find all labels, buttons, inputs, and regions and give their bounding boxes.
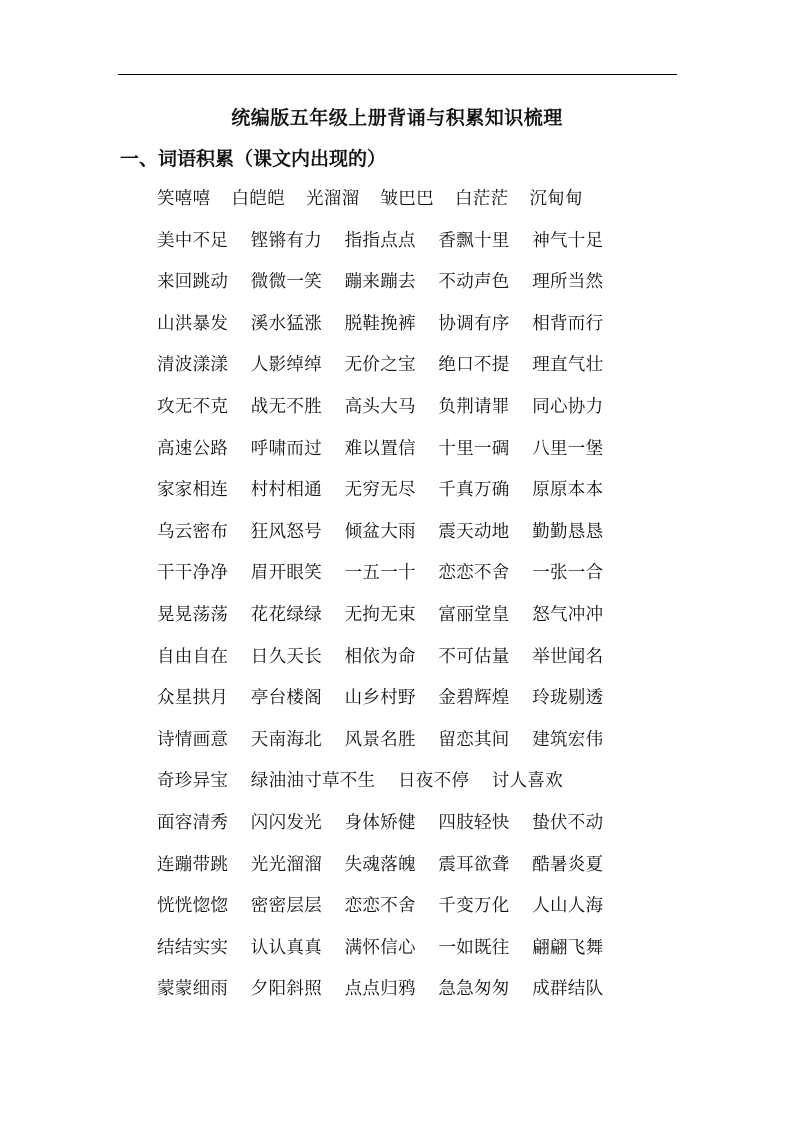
vocabulary-word: 清波漾漾 [157,355,229,376]
vocabulary-word: 乌云密布 [157,521,229,542]
vocabulary-word: 奇珍异宝 [157,771,229,792]
vocabulary-word: 失魂落魄 [344,854,416,875]
vocabulary-word: 相背而行 [532,313,604,334]
word-row [157,477,627,519]
vocabulary-word: 绿油油 [250,771,305,792]
vocabulary-word: 成群结队 [532,979,604,1000]
word-row [157,893,627,935]
vocabulary-word: 连蹦带跳 [157,854,229,875]
vocabulary-word: 蛰伏不动 [532,812,604,833]
vocabulary-word: 呼啸而过 [250,438,322,459]
vocabulary-word: 山洪暴发 [157,313,229,334]
word-row [157,852,627,894]
vocabulary-word: 眉开眼笑 [250,563,322,584]
vocabulary-word: 一如既往 [438,937,510,958]
vocabulary-word: 满怀信心 [344,937,416,958]
vocabulary-word: 同心协力 [532,396,604,417]
vocabulary-word: 玲珑剔透 [532,688,604,709]
vocabulary-word: 一张一合 [532,563,604,584]
vocabulary-word: 四肢轻快 [438,812,510,833]
word-list [157,186,627,1018]
vocabulary-word: 美中不足 [157,230,229,251]
vocabulary-word: 村村相通 [250,480,322,501]
vocabulary-word: 干干净净 [157,563,229,584]
vocabulary-word: 面容清秀 [157,812,229,833]
vocabulary-word: 沉甸甸 [529,189,583,209]
vocabulary-word: 金碧辉煌 [438,688,510,709]
vocabulary-word: 日夜不停 [398,771,470,792]
vocabulary-word: 举世闻名 [532,646,604,667]
vocabulary-word: 相依为命 [344,646,416,667]
word-row [157,352,627,394]
vocabulary-word: 亭台楼阁 [250,688,322,709]
vocabulary-word: 人影绰绰 [250,355,322,376]
vocabulary-word: 讨人喜欢 [491,771,563,792]
vocabulary-word: 溪水猛涨 [250,313,322,334]
vocabulary-word: 家家相连 [157,480,229,501]
vocabulary-word: 皱巴巴 [380,189,434,209]
vocabulary-word: 众星拱月 [157,688,229,709]
vocabulary-word: 寸草不生 [304,771,376,792]
vocabulary-word: 认认真真 [250,937,322,958]
word-row [157,228,627,270]
vocabulary-word: 恍恍惚惚 [157,896,229,917]
word-row [157,519,627,561]
vocabulary-word: 无价之宝 [344,355,416,376]
word-row [157,311,627,353]
vocabulary-word: 攻无不克 [157,396,229,417]
vocabulary-word: 怒气冲冲 [532,604,604,625]
vocabulary-word: 指指点点 [344,230,416,251]
vocabulary-word: 富丽堂皇 [438,604,510,625]
vocabulary-word: 结结实实 [157,937,229,958]
vocabulary-word: 不可估量 [438,646,510,667]
vocabulary-word: 勤勤恳恳 [532,521,604,542]
vocabulary-word: 来回跳动 [157,272,229,293]
vocabulary-word: 理直气壮 [532,355,604,376]
vocabulary-word: 风景名胜 [344,729,416,750]
vocabulary-word: 无穷无尽 [344,480,416,501]
vocabulary-word: 天南海北 [250,729,322,750]
vocabulary-word: 狂风怒号 [250,521,322,542]
vocabulary-word: 神气十足 [532,230,604,251]
vocabulary-word: 闪闪发光 [250,812,322,833]
vocabulary-word: 高头大马 [344,396,416,417]
vocabulary-word: 不动声色 [438,272,510,293]
vocabulary-word: 花花绿绿 [250,604,322,625]
vocabulary-word: 夕阳斜照 [250,979,322,1000]
vocabulary-word: 千真万确 [438,480,510,501]
word-row [157,602,627,644]
vocabulary-word: 酷暑炎夏 [532,854,604,875]
vocabulary-word: 急急匆匆 [438,979,510,1000]
word-row [157,436,627,478]
vocabulary-word: 原原本本 [532,480,604,501]
vocabulary-word: 白茫茫 [455,189,509,209]
word-row [157,560,627,602]
vocabulary-word: 白皑皑 [231,189,285,209]
vocabulary-word: 建筑宏伟 [532,729,604,750]
vocabulary-word: 日久天长 [250,646,322,667]
vocabulary-word: 难以置信 [344,438,416,459]
word-row [157,727,627,769]
vocabulary-word: 恋恋不舍 [438,563,510,584]
vocabulary-word: 战无不胜 [250,396,322,417]
word-row [157,269,627,311]
vocabulary-word: 密密层层 [250,896,322,917]
word-row [157,186,627,228]
vocabulary-word: 笑嘻嘻 [157,189,211,209]
vocabulary-word: 蹦来蹦去 [344,272,416,293]
vocabulary-word: 高速公路 [157,438,229,459]
vocabulary-word: 微微一笑 [250,272,322,293]
vocabulary-word: 震天动地 [438,521,510,542]
word-row [157,768,627,810]
vocabulary-word: 无拘无束 [344,604,416,625]
vocabulary-word: 晃晃荡荡 [157,604,229,625]
vocabulary-word: 留恋其间 [438,729,510,750]
vocabulary-word: 协调有序 [438,313,510,334]
vocabulary-word: 绝口不提 [438,355,510,376]
vocabulary-word: 十里一碉 [438,438,510,459]
vocabulary-word: 千变万化 [438,896,510,917]
vocabulary-word: 理所当然 [532,272,604,293]
word-row [157,810,627,852]
vocabulary-word: 人山人海 [532,896,604,917]
vocabulary-word: 负荆请罪 [438,396,510,417]
vocabulary-word: 自由自在 [157,646,229,667]
vocabulary-word: 脱鞋挽裤 [344,313,416,334]
vocabulary-word: 蒙蒙细雨 [157,979,229,1000]
vocabulary-word: 身体矫健 [344,812,416,833]
word-row [157,685,627,727]
vocabulary-word: 点点归鸦 [344,979,416,1000]
vocabulary-word: 倾盆大雨 [344,521,416,542]
vocabulary-word: 光溜溜 [306,189,360,209]
vocabulary-word: 诗情画意 [157,729,229,750]
vocabulary-word: 光光溜溜 [250,854,322,875]
vocabulary-word: 一五一十 [344,563,416,584]
vocabulary-word: 铿锵有力 [250,230,322,251]
header-rule [118,74,677,75]
vocabulary-word: 香飘十里 [438,230,510,251]
document-title: 统编版五年级上册背诵与积累知识梳理 [231,107,563,129]
vocabulary-word: 震耳欲聋 [438,854,510,875]
section-heading: 一、词语积累（课文内出现的） [120,148,387,170]
vocabulary-word: 八里一堡 [532,438,604,459]
vocabulary-word: 山乡村野 [344,688,416,709]
word-row [157,935,627,977]
vocabulary-word: 翩翩飞舞 [532,937,604,958]
word-row [157,976,627,1018]
vocabulary-word: 恋恋不舍 [344,896,416,917]
word-row [157,644,627,686]
word-row [157,394,627,436]
